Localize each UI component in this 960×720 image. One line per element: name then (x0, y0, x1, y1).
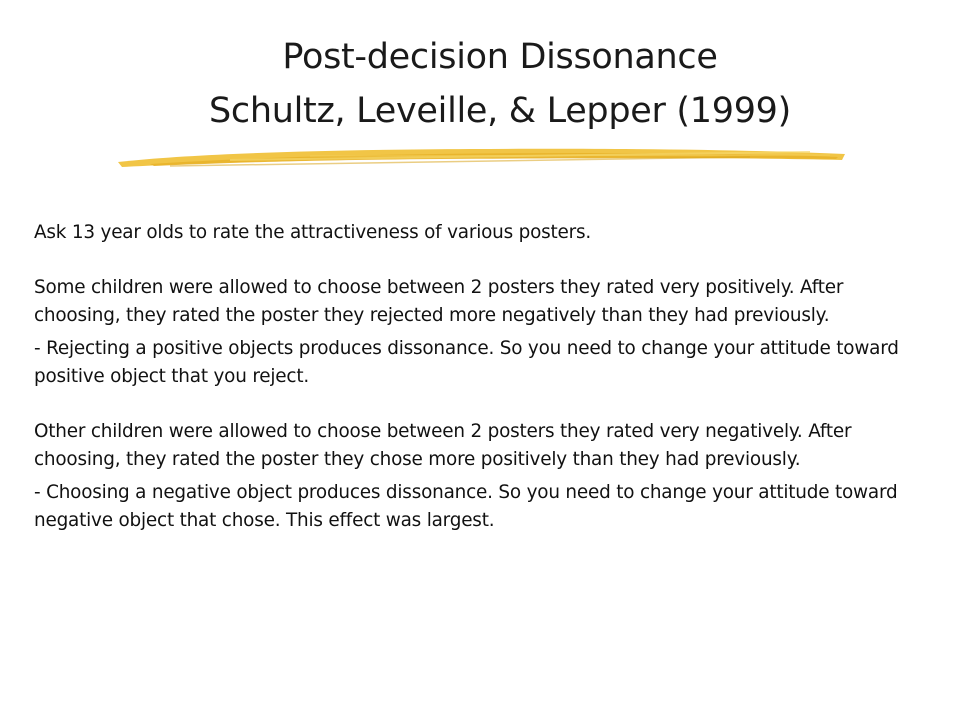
spacer (34, 247, 924, 274)
paragraph-positive-explanation: - Rejecting a positive objects produces dissonance. So you need to change your attitude toward positive object that you reject. (34, 338, 899, 387)
spacer (34, 391, 924, 418)
paragraph-negative-explanation: - Choosing a negative object produces dissonance. So you need to change your attitude toward negative object that chose. This effect was largest. (34, 482, 898, 531)
title-line-2: Schultz, Leveille, & Lepper (1999) (208, 91, 791, 131)
paragraph-ask: Ask 13 year olds to rate the attractiveness of various posters. (34, 222, 592, 243)
paragraph-positive-choice: Some children were allowed to choose between 2 posters they rated very positively. After choosing, they rated the poster they rejected more negatively than they had previously. (34, 277, 844, 326)
paragraph-negative-choice: Other children were allowed to choose between 2 posters they rated very negatively. After choosing, they rated the poster they chose more positively than they had previously. (34, 421, 852, 470)
slide-body (34, 219, 924, 535)
slide-title (80, 30, 920, 138)
title-line-1: Post-decision Dissonance (282, 37, 718, 77)
title-underline-brushstroke (110, 140, 850, 176)
